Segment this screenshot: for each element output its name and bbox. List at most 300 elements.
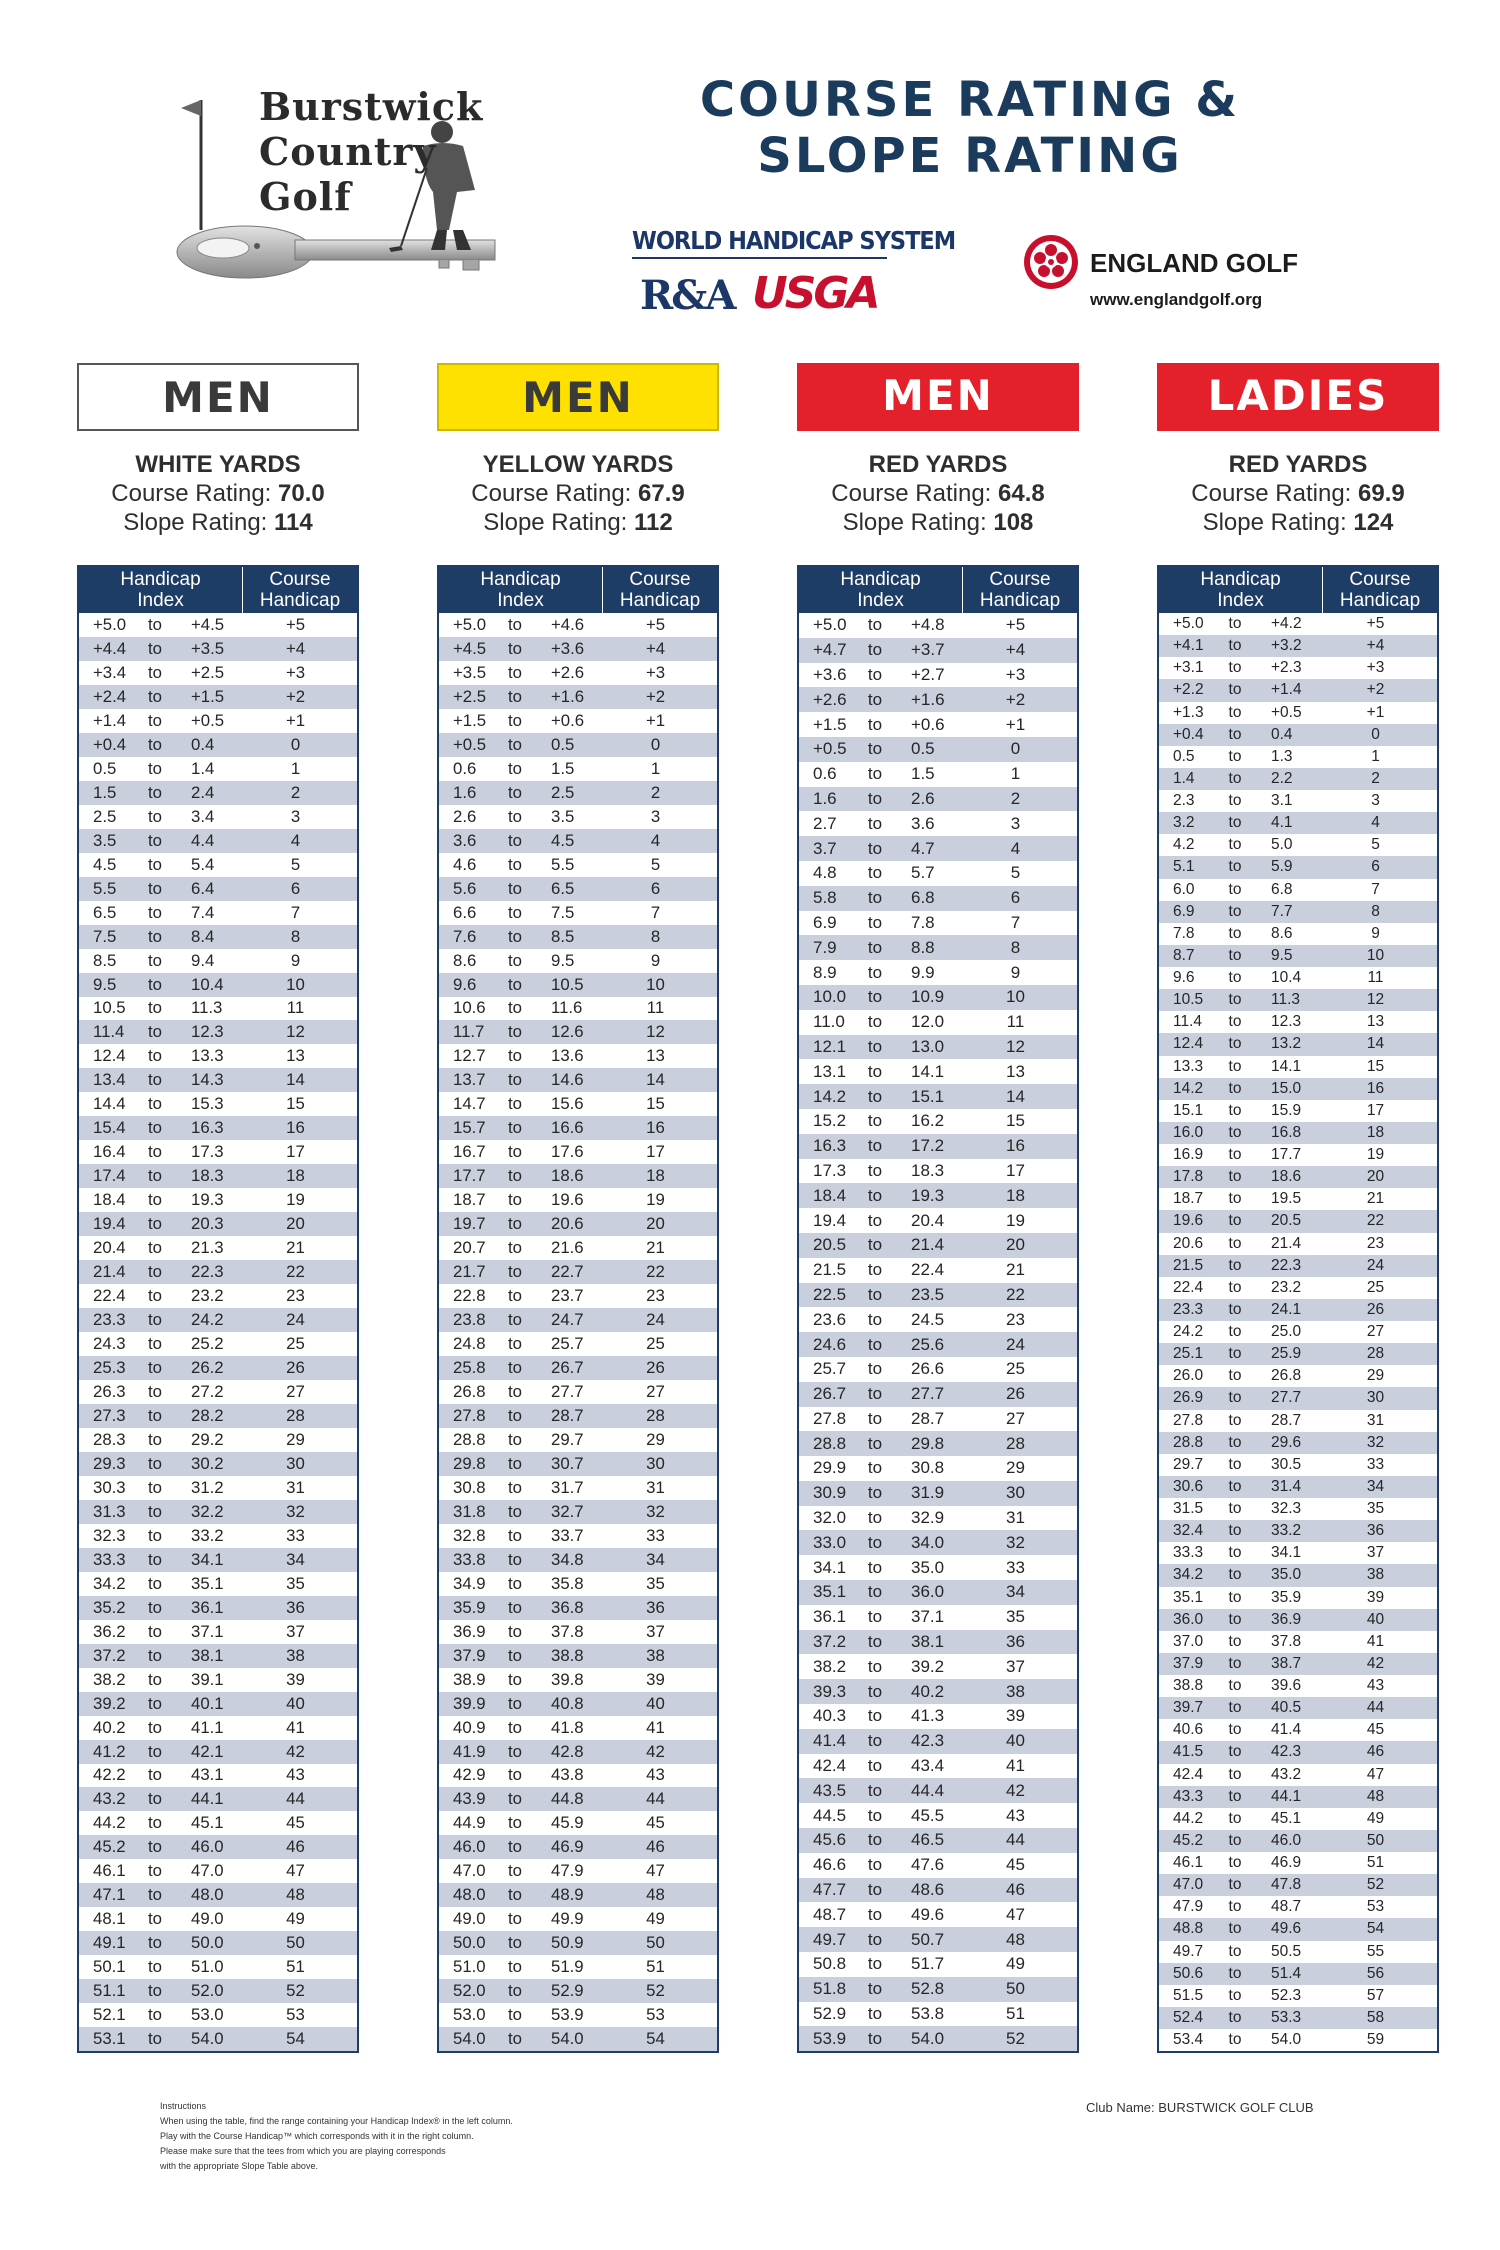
course-handicap: 3 [290,806,301,826]
index-to: 15.3 [191,1094,224,1114]
index-from: 4.6 [453,854,477,874]
to-word: to [1228,1544,1242,1562]
to-word: to [1228,792,1242,810]
course-handicap: +2 [1005,689,1026,709]
index-from: +4.1 [1173,637,1204,655]
to-word: to [148,1573,162,1593]
index-from: +2.4 [93,686,127,706]
index-from: 18.4 [93,1190,126,1210]
table-row [79,685,357,709]
course-rating [437,479,719,508]
index-from: 4.2 [1173,836,1195,854]
table-row [1159,1587,1437,1609]
table-row [799,1109,1077,1134]
course-handicap: +1 [1005,714,1026,734]
table-row [1159,1498,1437,1520]
index-to: 9.4 [191,950,215,970]
index-to: 5.9 [1271,858,1293,876]
course-handicap: 51 [646,1957,665,1977]
table-row [1159,1188,1437,1210]
table-row [1159,1365,1437,1387]
to-word: to [508,1789,522,1809]
table-row [439,1380,717,1404]
course-handicap: 53 [646,2005,665,2025]
index-from: 39.7 [1173,1699,1204,1717]
index-from: 43.3 [1173,1787,1204,1805]
course-handicap: 31 [1006,1508,1025,1528]
course-handicap: 20 [1366,1168,1385,1186]
to-word: to [508,1501,522,1521]
course-handicap: 51 [286,1957,305,1977]
to-word: to [508,1837,522,1857]
to-word: to [1228,1367,1242,1385]
index-to: +3.5 [191,638,225,658]
course-handicap: 6 [1010,888,1021,908]
table-row [1159,1786,1437,1808]
index-from: 7.9 [813,937,837,957]
index-from: 3.7 [813,838,837,858]
index-to: 39.6 [1271,1677,1302,1695]
index-to: 39.8 [551,1669,584,1689]
index-to: +2.6 [551,662,585,682]
course-handicap: 40 [286,1693,305,1713]
index-from: 37.2 [93,1645,126,1665]
course-handicap: 20 [286,1214,305,1234]
table-row [1159,1410,1437,1432]
panel-white-0 [77,363,359,2049]
table-row [799,1803,1077,1828]
to-word: to [867,813,883,833]
index-to: 12.3 [1271,1013,1302,1031]
index-to: 11.3 [191,998,223,1018]
course-handicap: 54 [286,2029,305,2049]
index-from: 2.7 [813,813,837,833]
index-from: 6.0 [1173,880,1195,898]
index-from: +5.0 [93,614,127,634]
to-word: to [508,1070,522,1090]
index-from: 27.8 [813,1408,847,1428]
index-to: 50.9 [551,1933,584,1953]
table-row [1159,1631,1437,1653]
to-word: to [867,1706,883,1726]
to-word: to [867,1979,883,1999]
course-handicap: 22 [646,1262,665,1282]
course-handicap: 33 [286,1525,305,1545]
index-from: 43.5 [813,1780,847,1800]
index-to: 52.9 [551,1981,584,2001]
table-row [439,685,717,709]
index-to: 30.2 [191,1453,224,1473]
index-from: 31.8 [453,1501,486,1521]
course-handicap: 45 [1366,1721,1385,1739]
course-handicap: +5 [285,614,306,634]
index-from: 37.2 [813,1632,847,1652]
table-row [79,1668,357,1692]
index-from: 21.7 [453,1262,486,1282]
to-word: to [867,1954,883,1974]
index-from: 33.3 [1173,1544,1204,1562]
to-word: to [508,1813,522,1833]
index-to: 42.3 [1271,1743,1302,1761]
index-from: 1.4 [1173,769,1195,787]
course-handicap: 8 [1371,902,1380,920]
index-from: 53.0 [453,2005,486,2025]
index-from: 47.9 [1173,1898,1204,1916]
index-to: 28.2 [191,1405,224,1425]
table-row [79,1764,357,1788]
table-row [439,2003,717,2027]
whs-text: WORLD HANDICAP SYSTEM [632,226,887,259]
table-row [1159,1719,1437,1741]
to-word: to [1228,769,1242,787]
to-word: to [1228,659,1242,677]
to-word: to [148,1429,162,1449]
table-row [799,687,1077,712]
index-to: 52.8 [911,1979,945,1999]
index-from: 4.8 [813,863,837,883]
index-to: 51.7 [911,1954,945,1974]
index-to: 46.0 [191,1837,224,1857]
index-to: 0.4 [191,734,215,754]
index-from: 32.8 [453,1525,486,1545]
to-word: to [1228,1234,1242,1252]
index-to: 7.7 [1271,902,1293,920]
to-word: to [1228,1588,1242,1606]
to-word: to [867,1731,883,1751]
table-row [439,1572,717,1596]
index-to: 29.6 [1271,1433,1302,1451]
index-from: 48.7 [813,1904,847,1924]
table-row [799,1605,1077,1630]
index-from: 36.0 [1173,1610,1204,1628]
to-word: to [508,2005,522,2025]
index-to: +4.8 [911,615,945,635]
course-handicap: 50 [1006,1979,1025,1999]
table-row [79,2027,357,2051]
index-from: 14.7 [453,1094,486,1114]
index-from: 7.8 [1173,924,1195,942]
index-from: +0.5 [813,739,847,759]
course-handicap: +3 [1366,659,1385,677]
index-to: 2.4 [191,782,215,802]
index-to: 17.2 [911,1136,945,1156]
index-from: 41.4 [813,1731,847,1751]
to-word: to [508,854,522,874]
index-to: 25.6 [911,1334,945,1354]
table-header [799,567,1077,613]
to-word: to [148,830,162,850]
course-handicap: 36 [646,1597,665,1617]
table-row [799,1580,1077,1605]
to-word: to [148,1381,162,1401]
table-row [439,1548,717,1572]
to-word: to [508,1190,522,1210]
course-handicap: 50 [286,1933,305,1953]
index-from: 50.6 [1173,1964,1204,1982]
course-handicap: 19 [1006,1210,1025,1230]
table-row [79,1452,357,1476]
index-to: 4.1 [1271,814,1293,832]
to-word: to [867,1483,883,1503]
index-to: 27.2 [191,1381,224,1401]
index-to: 49.6 [911,1904,945,1924]
index-from: 10.0 [813,987,847,1007]
table-row [79,1020,357,1044]
index-to: 36.1 [191,1597,224,1617]
index-from: 30.9 [813,1483,847,1503]
to-word: to [148,1669,162,1689]
to-word: to [508,1645,522,1665]
to-word: to [148,1358,162,1378]
index-to: 18.3 [191,1166,224,1186]
index-to: 9.5 [551,950,575,970]
table-row [799,960,1077,985]
to-word: to [867,1210,883,1230]
course-handicap: 14 [286,1070,305,1090]
index-from: +3.5 [453,662,487,682]
course-handicap: 34 [286,1549,305,1569]
index-from: 2.3 [1173,792,1195,810]
index-to: 42.1 [191,1741,224,1761]
table-row [79,1404,357,1428]
to-word: to [867,1061,883,1081]
course-handicap: 39 [1366,1588,1385,1606]
index-from: 4.5 [93,854,117,874]
table-row [1159,790,1437,812]
course-handicap: 32 [286,1501,305,1521]
slope-rating [797,508,1079,537]
index-to: 40.8 [551,1693,584,1713]
index-from: 26.7 [813,1384,847,1404]
panel-yellow-1 [437,363,719,2049]
index-from: 11.4 [93,1022,125,1042]
table-row [799,1407,1077,1432]
course-handicap: 5 [1371,836,1380,854]
index-from: 51.1 [93,1981,126,2001]
index-from: 16.9 [1173,1146,1204,1164]
index-to: 48.7 [1271,1898,1302,1916]
index-to: 14.3 [191,1070,224,1090]
course-handicap: 19 [1366,1146,1385,1164]
index-to: 40.2 [911,1681,945,1701]
index-to: 22.3 [1271,1256,1302,1274]
to-word: to [508,1693,522,1713]
index-from: 21.4 [93,1262,126,1282]
index-from: 38.2 [93,1669,126,1689]
to-word: to [148,1214,162,1234]
course-handicap: +2 [645,686,666,706]
course-handicap: 8 [1010,937,1021,957]
to-word: to [148,1118,162,1138]
table-row [439,757,717,781]
table-row [439,637,717,661]
index-from: 35.9 [453,1597,486,1617]
to-word: to [1228,1455,1242,1473]
table-row [1159,1874,1437,1896]
to-word: to [1228,1677,1242,1695]
index-to: 39.2 [911,1656,945,1676]
index-from: 16.7 [453,1142,486,1162]
course-handicap: 24 [286,1310,305,1330]
course-handicap: 29 [646,1429,665,1449]
index-to: 31.4 [1271,1477,1302,1495]
index-from: 25.8 [453,1358,486,1378]
course-handicap: +1 [1366,703,1385,721]
table-row [439,853,717,877]
index-from: 42.4 [813,1756,847,1776]
index-to: 26.8 [1271,1367,1302,1385]
table-row [1159,1609,1437,1631]
panel-red-2 [797,363,1079,2048]
index-to: 35.0 [1271,1566,1302,1584]
index-from: 37.9 [453,1645,486,1665]
to-word: to [1228,1765,1242,1783]
index-to: 50.5 [1271,1942,1302,1960]
index-from: 31.5 [1173,1500,1204,1518]
index-to: 53.3 [1271,2008,1302,2026]
index-from: 27.3 [93,1405,126,1425]
course-handicap: 6 [1371,858,1380,876]
table-row [799,1902,1077,1927]
logo-text-line3: Golf [259,174,352,219]
index-to: 41.3 [911,1706,945,1726]
index-to: 9.9 [911,962,935,982]
course-handicap: 7 [290,902,301,922]
index-from: 36.9 [453,1621,486,1641]
table-row [799,861,1077,886]
course-handicap: +3 [285,662,306,682]
to-word: to [148,1933,162,1953]
index-to: 1.3 [1271,747,1293,765]
course-handicap: 23 [1006,1309,1025,1329]
to-word: to [508,758,522,778]
to-word: to [1228,1964,1242,1982]
slope-rating [437,508,719,537]
course-handicap: 2 [290,782,301,802]
index-to: 53.8 [911,2004,945,2024]
course-handicap: 1 [650,758,661,778]
index-from: 47.7 [813,1880,847,1900]
table-row [439,1524,717,1548]
yards-label: RED YARDS [868,451,1008,478]
index-from: 17.8 [1173,1168,1204,1186]
index-from: 20.7 [453,1238,486,1258]
to-word: to [867,888,883,908]
index-from: 12.7 [453,1046,486,1066]
index-to: 38.7 [1271,1654,1302,1672]
index-to: +3.7 [911,640,945,660]
index-to: 46.9 [551,1837,584,1857]
index-from: 53.9 [813,2028,847,2048]
table-row [799,2026,1077,2051]
table-row [1159,1210,1437,1232]
table-row [79,1859,357,1883]
index-to: 3.4 [191,806,215,826]
index-to: 54.0 [551,2029,584,2049]
index-from: 51.5 [1173,1986,1204,2004]
course-handicap: 20 [646,1214,665,1234]
index-to: 33.2 [191,1525,224,1545]
index-to: 22.4 [911,1260,945,1280]
index-from: 41.5 [1173,1743,1204,1761]
index-from: 42.2 [93,1765,126,1785]
to-word: to [1228,1278,1242,1296]
index-from: 11.7 [453,1022,485,1042]
table-row [439,1644,717,1668]
index-from: +4.4 [93,638,127,658]
course-handicap: 5 [650,854,661,874]
table-row [439,1907,717,1931]
england-golf-name: ENGLAND GOLF [1090,248,1298,278]
to-word: to [867,764,883,784]
table-row [439,1332,717,1356]
table-rows [79,613,357,2051]
handicap-index-header [439,567,602,613]
course-handicap: 4 [1371,814,1380,832]
index-from: 9.5 [93,974,117,994]
course-handicap: 26 [286,1358,305,1378]
course-handicap: 45 [646,1813,665,1833]
to-word: to [867,1508,883,1528]
to-word: to [508,1621,522,1641]
index-to: 16.3 [191,1118,224,1138]
to-word: to [148,1334,162,1354]
index-to: 4.4 [191,830,215,850]
index-from: 15.4 [93,1118,126,1138]
to-word: to [148,1262,162,1282]
index-from: 2.6 [453,806,477,826]
index-from: 22.5 [813,1284,847,1304]
to-word: to [148,1693,162,1713]
index-from: 46.6 [813,1855,847,1875]
to-word: to [867,739,883,759]
index-to: 20.3 [191,1214,224,1234]
index-to: 35.9 [1271,1588,1302,1606]
course-handicap: 11 [286,998,305,1018]
to-word: to [508,734,522,754]
table-row [439,1164,717,1188]
index-from: 32.0 [813,1508,847,1528]
course-handicap: 17 [646,1142,665,1162]
club-name [1086,2100,1314,2115]
to-word: to [867,1309,883,1329]
table-row [799,1754,1077,1779]
to-word: to [148,1070,162,1090]
yards-label: YELLOW YARDS [482,451,674,478]
index-to: 28.7 [551,1405,584,1425]
index-to: 21.3 [191,1238,224,1258]
index-to: 13.0 [911,1036,945,1056]
index-to: 29.8 [911,1433,945,1453]
to-word: to [867,1607,883,1627]
table-row [799,1134,1077,1159]
to-word: to [508,806,522,826]
panel-badge: MEN [77,363,359,431]
index-from: 2.5 [93,806,117,826]
to-word: to [867,2028,883,2048]
index-from: 48.8 [1173,1920,1204,1938]
table-row [1159,657,1437,679]
index-from: 36.1 [813,1607,847,1627]
slope-rating-value: 108 [993,509,1034,536]
index-from: 27.8 [453,1405,486,1425]
table-row [1159,1941,1437,1963]
to-word: to [867,1334,883,1354]
index-from: +0.4 [1173,725,1204,743]
panel-badge: MEN [437,363,719,431]
to-word: to [867,1880,883,1900]
table-rows [1159,613,1437,2051]
